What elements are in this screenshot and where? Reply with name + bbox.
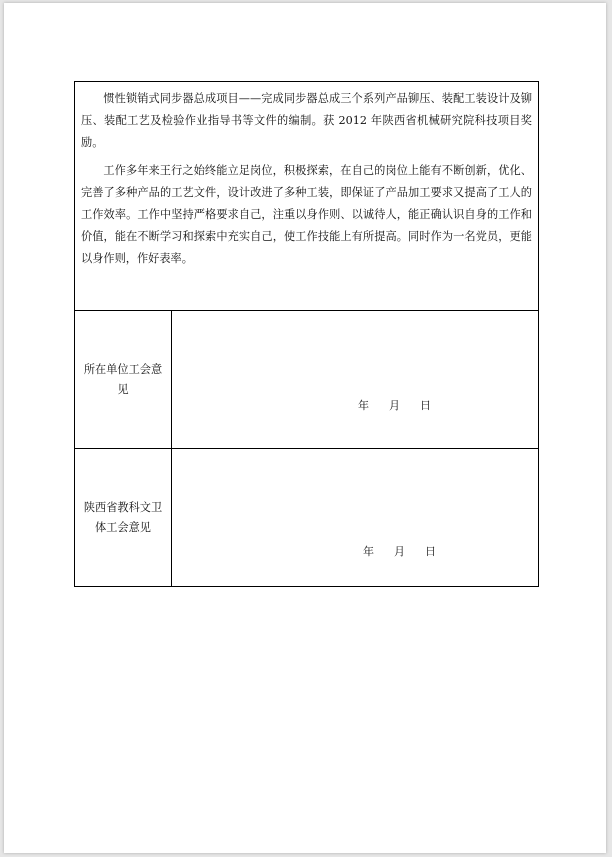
- provincial-union-day-label: 日: [425, 545, 436, 558]
- provincial-union-month-label: 月: [394, 545, 405, 558]
- unit-union-label: 所在单位工会意见: [83, 362, 163, 396]
- recommendation-form-table: [74, 81, 539, 587]
- unit-union-year-label: 年: [358, 399, 369, 412]
- unit-union-day-label: 日: [420, 399, 431, 412]
- narrative-row: [75, 82, 539, 311]
- narrative-paragraph-1: 惯性锁销式同步器总成项目——完成同步器总成三个系列产品铆压、装配工装设计及铆压、装配工艺及检验作业指导书等文件的编制。获 2012 年陕西省机械研究院科技项目奖励。: [81, 92, 532, 149]
- unit-union-month-label: 月: [389, 399, 400, 412]
- provincial-union-row: [75, 449, 539, 587]
- unit-union-label-cell: [75, 311, 172, 449]
- provincial-union-label: 陕西省教科文卫体工会意见: [83, 500, 163, 534]
- unit-union-opinion-cell: [172, 311, 539, 449]
- narrative-cell: [75, 82, 539, 311]
- unit-union-row: [75, 311, 539, 449]
- document-page: [4, 3, 606, 853]
- unit-union-date: [358, 397, 431, 413]
- provincial-union-date: [363, 543, 436, 559]
- provincial-union-opinion-cell: [172, 449, 539, 587]
- provincial-union-label-cell: [75, 449, 172, 587]
- narrative-paragraph-2: 工作多年来王行之始终能立足岗位，积极探索，在自己的岗位上能有不断创新，优化、完善了多种产品的工艺文件，设计改进了多种工装，即保证了产品加工要求又提高了工人的工作效率。工作中坚持严格要求自己，注重以身作则、以诚待人，能正确认识自身的工作和价值，能在不断学习和探索中充实自己，使工作技能上有所提高。同时作为一名党员，更能以身作则，作好表率。: [81, 164, 532, 265]
- provincial-union-year-label: 年: [363, 545, 374, 558]
